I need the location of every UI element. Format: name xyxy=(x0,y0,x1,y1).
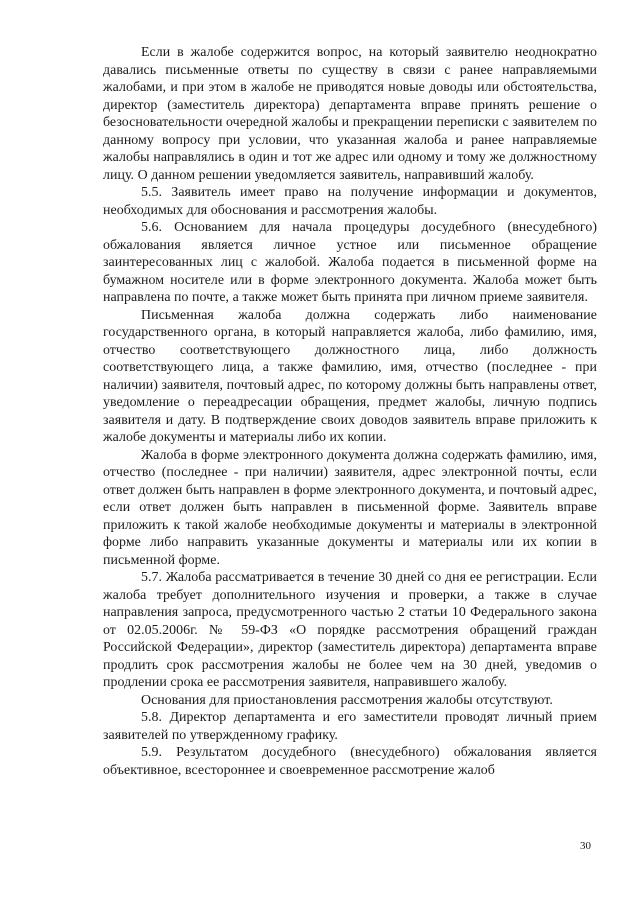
paragraph-repeat-complaints: Если в жалобе содержится вопрос, на который заявителю неоднократно давались письменные ответы по существу в связи с ранее направляемыми жалобами, и при этом в жалобе не приводятся новые доводы или обстоятельства, директор (заместитель директора) департамента вправе принять решение о безосновательности очередной жалобы и прекращении переписки с заявителем по данному вопросу при условии, что указанная жалоба и ранее направляемые жалобы направлялись в один и тот же адрес или одному и тому же должностному лицу. О данном решении уведомляется заявитель, направивший жалобу. xyxy=(103,45,597,183)
paragraph-no-suspension: Основания для приостановления рассмотрения жалобы отсутствуют. xyxy=(141,692,553,708)
paragraph-5-5: 5.5. Заявитель имеет право на получение информации и документов, необходимых для обоснования и рассмотрения жалобы. xyxy=(103,185,597,218)
paragraph-electronic-complaint: Жалоба в форме электронного документа должна содержать фамилию, имя, отчество (последнее - при наличии) заявителя, адрес электронной почты, если ответ должен быть направлен в форме электронного документа, и почтовый адрес, если ответ должен быть направлен в письменной форме. Заявитель вправе приложить к такой жалобе необходимые документы и материалы в электронной форме либо направить указанные документы и материалы или их копии в письменной форме. xyxy=(103,447,597,568)
paragraph-5-6: 5.6. Основанием для начала процедуры досудебного (внесудебного) обжалования является личное устное или письменное обращение заинтересованных лиц с жалобой. Жалоба подается в письменной форме на бумажном носителе или в форме электронного документа. Жалоба может быть направлена по почте, а также может быть принята при личном приеме заявителя. xyxy=(103,220,597,305)
document-body xyxy=(103,44,597,779)
paragraph-5-9: 5.9. Результатом досудебного (внесудебного) обжалования является объективное, всестороннее и своевременное рассмотрение жалоб xyxy=(103,745,597,778)
paragraph-5-8: 5.8. Директор департамента и его заместители проводят личный прием заявителей по утвержденному графику. xyxy=(103,710,597,743)
paragraph-written-complaint: Письменная жалоба должна содержать либо наименование государственного органа, в который направляется жалоба, либо фамилию, имя, отчество соответствующего должностного лица, либо должность соответствующего лица, а также фамилию, имя, отчество (последнее - при наличии) заявителя, почтовый адрес, по которому должны быть направлены ответ, уведомление о переадресации обращения, предмет жалобы, личную подпись заявителя и дату. В подтверждение своих доводов заявитель вправе приложить к жалобе документы и материалы либо их копии. xyxy=(103,307,597,445)
paragraph-5-7: 5.7. Жалоба рассматривается в течение 30 дней со дня ее регистрации. Если жалоба требует дополнительного изучения и проверки, а также в случае направления запроса, предусмотренного частью 2 статьи 10 Федерального закона от 02.05.2006г. № 59-ФЗ «О порядке рассмотрения обращений граждан Российской Федерации», директор (заместитель директора) департамента вправе продлить срок рассмотрения жалобы не более чем на 30 дней, уведомив о продлении срока ее рассмотрения заявителя, направившего жалобу. xyxy=(103,570,597,690)
page-number: 30 xyxy=(580,840,591,852)
